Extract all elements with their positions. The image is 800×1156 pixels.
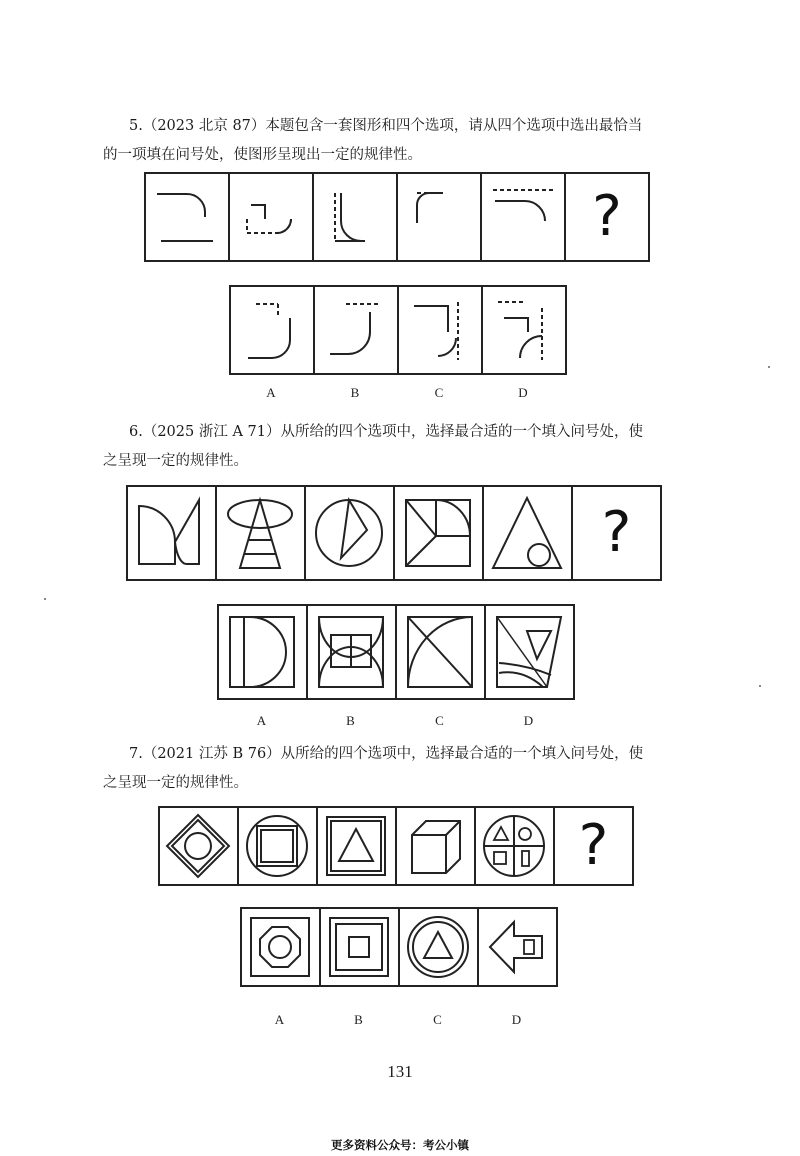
q6-option-a[interactable] <box>217 604 308 700</box>
option-label-a: A <box>266 385 276 400</box>
q5-option-a[interactable] <box>229 285 315 375</box>
q6-figure-5 <box>482 485 573 581</box>
question-7-line-2: 之呈现一定的规律性。 <box>103 775 248 791</box>
question-6-options <box>217 604 573 700</box>
q7-option-b[interactable] <box>319 907 400 987</box>
question-6-line-2: 之呈现一定的规律性。 <box>103 453 248 469</box>
option-label-b: B <box>350 385 360 400</box>
q5-figure-2 <box>228 172 314 262</box>
option-label-d: D <box>511 1012 522 1027</box>
question-7-option-labels <box>240 1012 556 1028</box>
q6-option-b[interactable] <box>306 604 397 700</box>
question-5-line-1: 5.（2023 北京 87）本题包含一套图形和四个选项，请从四个选项中选出最恰当 <box>129 118 643 134</box>
question-5-figure-strip <box>144 172 648 262</box>
option-label-b: B <box>346 713 355 728</box>
option-label-c: C <box>435 713 444 728</box>
question-mark: ? <box>601 500 632 565</box>
option-label-d: D <box>523 713 534 728</box>
option-label-b: B <box>354 1012 363 1027</box>
q5-option-d[interactable] <box>481 285 567 375</box>
q5-figure-3 <box>312 172 398 262</box>
question-mark: ? <box>578 813 609 878</box>
question-7-text <box>103 740 703 798</box>
q5-option-b[interactable] <box>313 285 399 375</box>
q6-figure-4 <box>393 485 484 581</box>
q7-figure-2 <box>237 806 318 886</box>
q7-question-cell <box>553 806 634 886</box>
option-label-c: C <box>433 1012 442 1027</box>
option-label-c: C <box>434 385 444 400</box>
q6-question-cell <box>571 485 662 581</box>
question-6-line-1: 6.（2025 浙江 A 71）从所给的四个选项中，选择最合适的一个填入问号处，使 <box>129 424 643 440</box>
footer-promo-text: 更多资料公众号：考公小镇 <box>331 1138 469 1152</box>
q5-figure-4 <box>396 172 482 262</box>
question-7-figure-strip <box>158 806 632 886</box>
q6-figure-2 <box>215 485 306 581</box>
q7-option-a[interactable] <box>240 907 321 987</box>
q5-figure-1 <box>144 172 230 262</box>
q5-question-cell <box>564 172 650 262</box>
question-7-line-1: 7.（2021 江苏 B 76）从所给的四个选项中，选择最合适的一个填入问号处，使 <box>129 746 644 762</box>
option-label-a: A <box>256 713 267 728</box>
question-mark: ? <box>592 184 622 249</box>
question-5-line-2: 的一项填在问号处，使图形呈现出一定的规律性。 <box>103 147 422 163</box>
scan-speck <box>44 598 46 600</box>
question-7-options <box>240 907 556 987</box>
q7-figure-1 <box>158 806 239 886</box>
option-label-a: A <box>274 1012 285 1027</box>
question-5-option-labels <box>229 385 565 401</box>
question-5-options <box>229 285 565 375</box>
q7-option-d[interactable] <box>477 907 558 987</box>
question-6-figure-strip <box>126 485 660 581</box>
q7-figure-5 <box>474 806 555 886</box>
q7-figure-3 <box>316 806 397 886</box>
scan-speck <box>768 366 770 368</box>
q6-figure-1 <box>126 485 217 581</box>
q7-option-c[interactable] <box>398 907 479 987</box>
q6-figure-3 <box>304 485 395 581</box>
scan-speck <box>759 685 761 687</box>
q7-figure-4 <box>395 806 476 886</box>
question-6-text <box>103 418 703 476</box>
q5-option-c[interactable] <box>397 285 483 375</box>
q6-option-d[interactable] <box>484 604 575 700</box>
q6-option-c[interactable] <box>395 604 486 700</box>
question-6-option-labels <box>217 713 573 729</box>
question-5-text <box>103 112 703 170</box>
q5-figure-5 <box>480 172 566 262</box>
option-label-d: D <box>518 385 528 400</box>
page-number: 131 <box>387 1062 413 1081</box>
